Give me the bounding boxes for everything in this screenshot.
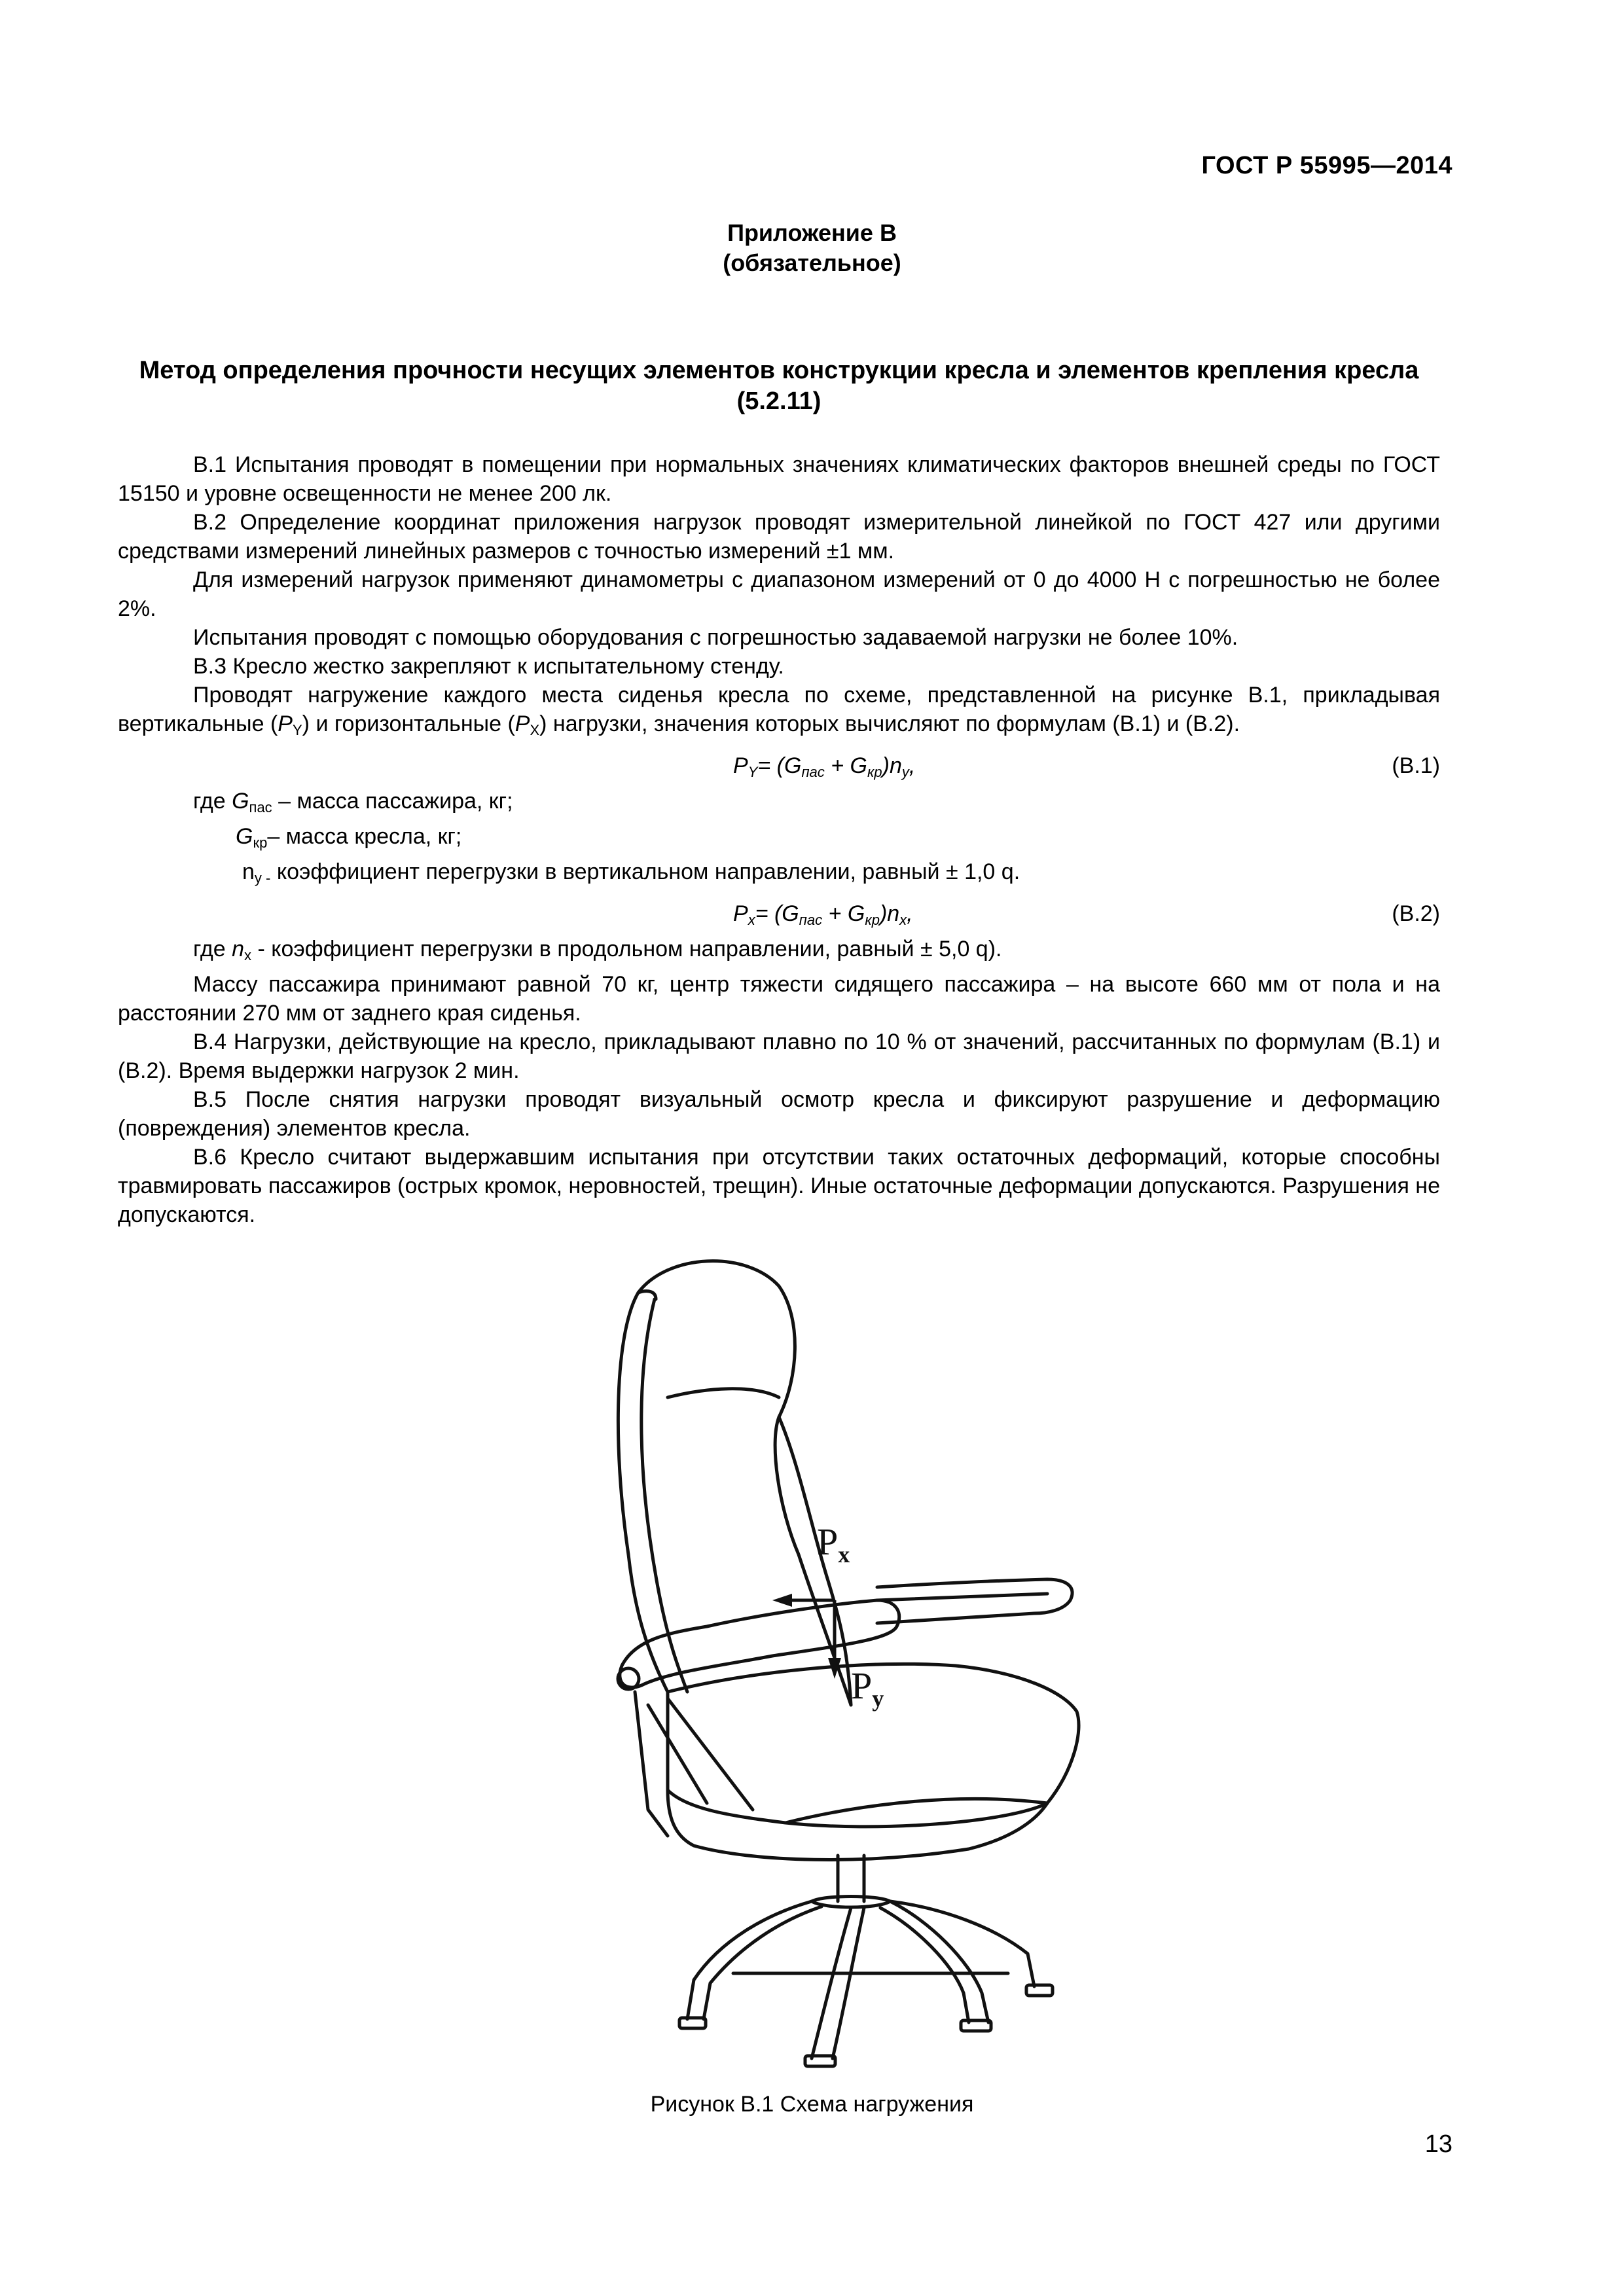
text-run: ) и горизонтальные (: [302, 711, 515, 736]
formula-b2-number: (В.2): [1392, 901, 1440, 926]
formula-part: = (G: [755, 901, 799, 926]
formula-symbol: P: [733, 901, 748, 926]
text-run: где: [193, 937, 232, 961]
standard-code: ГОСТ Р 55995—2014: [1201, 152, 1453, 179]
where-g-kr: [236, 822, 1440, 857]
formula-sub: x: [748, 912, 755, 928]
symbol-sub: кр: [253, 834, 268, 851]
text-run: – масса кресла, кг;: [267, 824, 462, 849]
symbol-py-sub: Y: [292, 722, 302, 738]
formula-part: + G: [822, 901, 865, 926]
text-run: - коэффициент перегрузки в продольном направлении, равный ± 5,0 q).: [251, 937, 1002, 961]
formula-sub: пас: [801, 764, 825, 780]
base-hub: [812, 1897, 890, 1908]
paragraph-b4: В.4 Нагрузки, действующие на кресло, прикладывают плавно по 10 % от значений, рассчитанных по формулам (В.1) и (В.2). Время выдержки нагрузок 2 мин.: [118, 1030, 1440, 1083]
formula-sub: y: [901, 764, 909, 780]
symbol-px-sub: X: [530, 722, 540, 738]
formula-part: )n: [882, 753, 902, 778]
symbol-n: n: [242, 859, 255, 884]
formula-part: ,: [909, 753, 916, 778]
paragraph-b5: В.5 После снятия нагрузки проводят визуальный осмотр кресла и фиксируют разрушение и деформацию (повреждения) элементов кресла.: [118, 1087, 1440, 1141]
label-px-sub: x: [838, 1541, 850, 1568]
section-title: Метод определения прочности несущих элементов конструкции кресла и элементов крепления кресла (5.2.11): [139, 357, 1419, 415]
formula-sub: кр: [865, 912, 880, 928]
formula-b1: [118, 745, 1440, 787]
symbol-py: P: [278, 711, 293, 736]
formula-part: ,: [907, 901, 913, 926]
figure-seat-loading-scheme: [471, 1247, 1191, 2091]
paragraph-b3: В.3 Кресло жестко закрепляют к испытательному стенду.: [193, 654, 784, 679]
formula-b1-expression: [733, 745, 915, 793]
paragraph-passenger-mass: Массу пассажира принимают равной 70 кг, центр тяжести сидящего пассажира – на высоте 660 мм от пола и на расстоянии 270 мм от заднего края сиденья.: [118, 972, 1440, 1026]
label-px-symbol: P: [817, 1520, 839, 1563]
body-text: [118, 450, 1440, 1229]
paragraph-load-measure: Для измерений нагрузок применяют динамометры с диапазоном измерений от 0 до 4000 Н с погрешностью не более 2%.: [118, 567, 1440, 621]
paragraph-b1: В.1 Испытания проводят в помещении при нормальных значениях климатических факторов внешней среды по ГОСТ 15150 и уровне освещенности не менее 200 лк.: [118, 452, 1440, 506]
text-run: где: [193, 789, 232, 814]
formula-symbol: P: [733, 753, 748, 778]
label-px: [817, 1520, 850, 1568]
formula-b2-expression: [733, 893, 913, 941]
where-n-y: [242, 857, 1440, 893]
formula-part: = (G: [757, 753, 802, 778]
paragraph-equipment: Испытания проводят с помощью оборудования с погрешностью задаваемой нагрузки не более 10%.: [193, 625, 1238, 650]
symbol-g: G: [232, 789, 249, 814]
symbol-g: G: [236, 824, 253, 849]
page-number: 13: [1424, 2130, 1453, 2158]
text-run: коэффициент перегрузки в вертикальном направлении, равный ± 1,0 q.: [270, 859, 1020, 884]
formula-sub: пас: [799, 912, 823, 928]
text-run: ) нагрузки, значения которых вычисляют по формулам (В.1) и (В.2).: [539, 711, 1240, 736]
headrest-line: [668, 1389, 779, 1397]
text-run: – масса пассажира, кг;: [272, 789, 513, 814]
paragraph-b2: В.2 Определение координат приложения нагрузок проводят измерительной линейкой по ГОСТ 427 или другими средствами измерений линейных размеров с точностью измерений ±1 мм.: [118, 510, 1440, 564]
text-run: Проводят нагружение каждого места сиденья кресла по схеме, представленной на рисунке В.1, прикладывая вертикальные (: [118, 683, 1440, 736]
label-py-sub: y: [872, 1685, 884, 1712]
formula-b2: [118, 893, 1440, 935]
leg-2: [812, 1908, 851, 2058]
leg-3: [890, 1901, 988, 2022]
formula-part: + G: [824, 753, 867, 778]
symbol-sub: пас: [249, 799, 272, 816]
seat-drawing: [471, 1247, 1191, 2091]
symbol-sub: у -: [254, 870, 271, 886]
formula-sub: x: [899, 912, 907, 928]
label-py-symbol: P: [851, 1664, 873, 1707]
formula-part: )n: [879, 901, 900, 926]
symbol-sub: x: [244, 947, 251, 963]
appendix-status: (обязательное): [723, 249, 901, 276]
figure-caption: Рисунок В.1 Схема нагружения: [650, 2092, 974, 2117]
formula-sub: Y: [748, 764, 758, 780]
px-arrowhead: [772, 1594, 792, 1607]
appendix-label: Приложение В: [727, 219, 897, 246]
formula-sub: кр: [867, 764, 882, 780]
right-armrest: [877, 1579, 1072, 1623]
symbol-n: n: [232, 937, 244, 961]
label-py: [851, 1664, 884, 1712]
appendix-heading: [0, 218, 1624, 278]
formula-b1-number: (В.1): [1392, 753, 1440, 778]
symbol-px: P: [514, 711, 530, 736]
paragraph-b6: В.6 Кресло считают выдержавшим испытания при отсутствии таких остаточных деформаций, которые способны травмировать пассажиров (острых кромок, неровностей, трещин). Иные остаточные деформации допускаются. Разрушения не допускаются.: [118, 1145, 1440, 1227]
paragraph-loading-scheme: [118, 681, 1440, 745]
